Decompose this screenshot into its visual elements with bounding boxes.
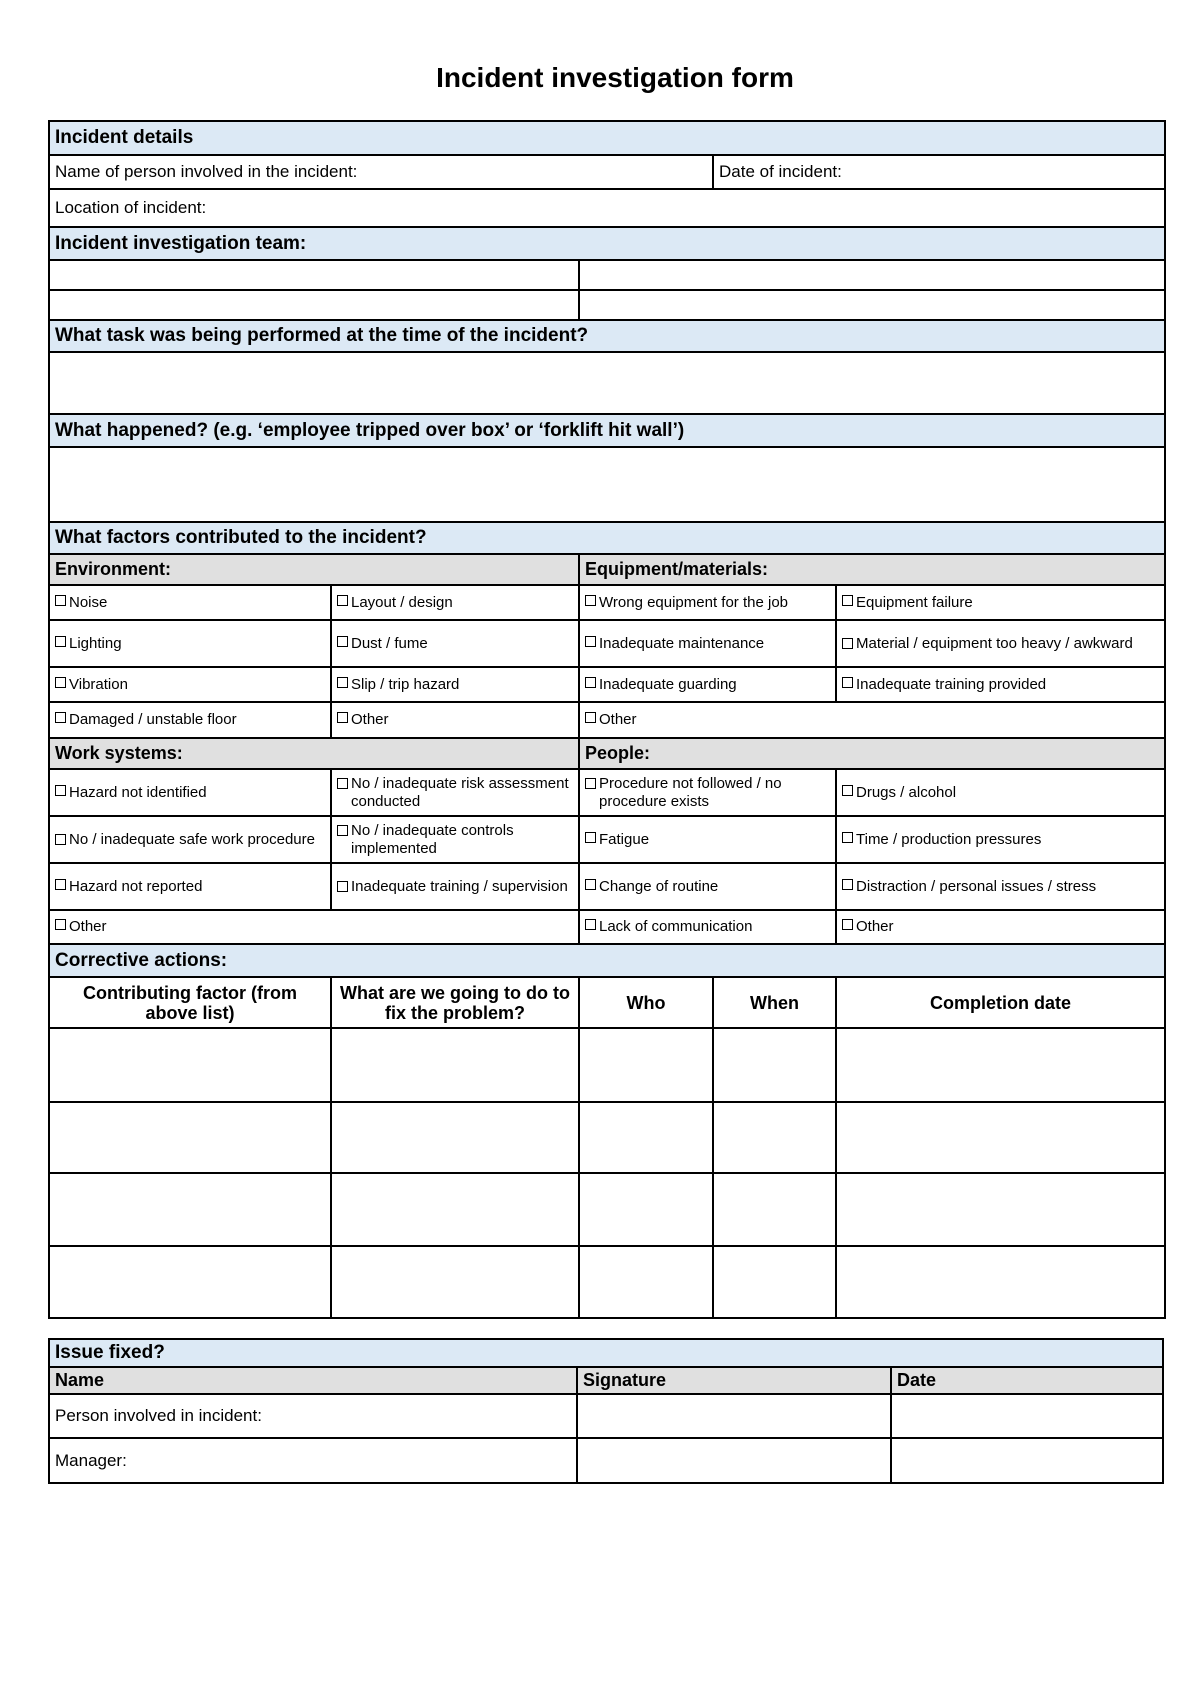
people-heading: People: bbox=[579, 738, 1165, 769]
name-field[interactable]: Name of person involved in the incident: bbox=[49, 155, 713, 189]
checkbox-inadequate-maintenance[interactable]: Inadequate maintenance bbox=[579, 620, 836, 667]
col-signature: Signature bbox=[577, 1367, 891, 1394]
checkbox-damaged-floor[interactable]: Damaged / unstable floor bbox=[49, 702, 331, 738]
action-cell[interactable] bbox=[579, 1246, 713, 1318]
team-member-field[interactable] bbox=[579, 290, 1165, 320]
checkbox-icon[interactable] bbox=[337, 677, 348, 688]
col-date: Date bbox=[891, 1367, 1163, 1394]
checkbox-icon[interactable] bbox=[585, 677, 596, 688]
checkbox-change-of-routine[interactable]: Change of routine bbox=[579, 863, 836, 910]
checkbox-controls-implemented[interactable]: No / inadequate controls implemented bbox=[331, 816, 579, 863]
signature-field[interactable] bbox=[577, 1438, 891, 1483]
checkbox-icon[interactable] bbox=[842, 879, 853, 890]
team-member-field[interactable] bbox=[49, 290, 579, 320]
checkbox-icon[interactable] bbox=[585, 832, 596, 843]
action-cell[interactable] bbox=[836, 1246, 1165, 1318]
date-field[interactable] bbox=[891, 1438, 1163, 1483]
checkbox-slip-trip[interactable]: Slip / trip hazard bbox=[331, 667, 579, 702]
equipment-heading: Equipment/materials: bbox=[579, 554, 1165, 585]
checkbox-training-supervision[interactable]: Inadequate training / supervision bbox=[331, 863, 579, 910]
col-who: Who bbox=[579, 977, 713, 1028]
checkbox-fatigue[interactable]: Fatigue bbox=[579, 816, 836, 863]
checkbox-environment-other[interactable]: Other bbox=[331, 702, 579, 738]
checkbox-inadequate-training-provided[interactable]: Inadequate training provided bbox=[836, 667, 1165, 702]
action-cell[interactable] bbox=[713, 1028, 836, 1102]
col-fix: What are we going to do to fix the problem? bbox=[331, 977, 579, 1028]
action-cell[interactable] bbox=[579, 1173, 713, 1246]
checkbox-hazard-not-identified[interactable]: Hazard not identified bbox=[49, 769, 331, 816]
incident-details-heading: Incident details bbox=[49, 121, 1165, 155]
action-cell[interactable] bbox=[331, 1173, 579, 1246]
checkbox-icon[interactable] bbox=[842, 638, 853, 649]
checkbox-distraction[interactable]: Distraction / personal issues / stress bbox=[836, 863, 1165, 910]
checkbox-material-heavy[interactable]: Material / equipment too heavy / awkward bbox=[836, 620, 1165, 667]
checkbox-icon[interactable] bbox=[337, 712, 348, 723]
checkbox-risk-assessment[interactable]: No / inadequate risk assessment conducted bbox=[331, 769, 579, 816]
checkbox-icon[interactable] bbox=[55, 712, 66, 723]
checkbox-icon[interactable] bbox=[55, 595, 66, 606]
environment-heading: Environment: bbox=[49, 554, 579, 585]
checkbox-wrong-equipment[interactable]: Wrong equipment for the job bbox=[579, 585, 836, 620]
checkbox-dust[interactable]: Dust / fume bbox=[331, 620, 579, 667]
checkbox-icon[interactable] bbox=[842, 595, 853, 606]
action-cell[interactable] bbox=[49, 1246, 331, 1318]
checkbox-drugs-alcohol[interactable]: Drugs / alcohol bbox=[836, 769, 1165, 816]
checkbox-icon[interactable] bbox=[842, 919, 853, 930]
issue-fixed-heading: Issue fixed? bbox=[49, 1339, 1163, 1367]
checkbox-lack-of-communication[interactable]: Lack of communication bbox=[579, 910, 836, 944]
checkbox-icon[interactable] bbox=[842, 832, 853, 843]
person-involved-label: Person involved in incident: bbox=[49, 1394, 577, 1438]
action-cell[interactable] bbox=[331, 1246, 579, 1318]
col-when: When bbox=[713, 977, 836, 1028]
manager-label: Manager: bbox=[49, 1438, 577, 1483]
date-field[interactable]: Date of incident: bbox=[713, 155, 1165, 189]
team-heading: Incident investigation team: bbox=[49, 227, 1165, 260]
happened-heading: What happened? (e.g. ‘employee tripped over box’ or ‘forklift hit wall’) bbox=[49, 414, 1165, 447]
checkbox-icon[interactable] bbox=[55, 785, 66, 796]
issue-fixed-table bbox=[48, 1338, 1164, 1484]
checkbox-equipment-other[interactable]: Other bbox=[579, 702, 1165, 738]
checkbox-icon[interactable] bbox=[55, 677, 66, 688]
checkbox-vibration[interactable]: Vibration bbox=[49, 667, 331, 702]
checkbox-icon[interactable] bbox=[585, 919, 596, 930]
action-cell[interactable] bbox=[713, 1102, 836, 1173]
checkbox-icon[interactable] bbox=[842, 677, 853, 688]
action-cell[interactable] bbox=[836, 1173, 1165, 1246]
checkbox-hazard-not-reported[interactable]: Hazard not reported bbox=[49, 863, 331, 910]
action-cell[interactable] bbox=[49, 1028, 331, 1102]
checkbox-icon[interactable] bbox=[337, 881, 348, 892]
investigation-table bbox=[48, 120, 1166, 1319]
checkbox-icon[interactable] bbox=[337, 636, 348, 647]
checkbox-icon[interactable] bbox=[55, 919, 66, 930]
team-member-field[interactable] bbox=[49, 260, 579, 290]
checkbox-icon[interactable] bbox=[55, 834, 66, 845]
checkbox-inadequate-guarding[interactable]: Inadequate guarding bbox=[579, 667, 836, 702]
happened-answer-field[interactable] bbox=[49, 447, 1165, 522]
action-cell[interactable] bbox=[713, 1173, 836, 1246]
checkbox-icon[interactable] bbox=[55, 879, 66, 890]
checkbox-icon[interactable] bbox=[585, 595, 596, 606]
action-cell[interactable] bbox=[49, 1102, 331, 1173]
checkbox-icon[interactable] bbox=[585, 778, 596, 789]
col-contributing-factor: Contributing factor (from above list) bbox=[49, 977, 331, 1028]
checkbox-equipment-failure[interactable]: Equipment failure bbox=[836, 585, 1165, 620]
col-completion-date: Completion date bbox=[836, 977, 1165, 1028]
action-cell[interactable] bbox=[331, 1028, 579, 1102]
task-heading: What task was being performed at the time of the incident? bbox=[49, 320, 1165, 352]
checkbox-layout[interactable]: Layout / design bbox=[331, 585, 579, 620]
checkbox-noise[interactable]: Noise bbox=[49, 585, 331, 620]
checkbox-people-other[interactable]: Other bbox=[836, 910, 1165, 944]
action-cell[interactable] bbox=[579, 1102, 713, 1173]
action-cell[interactable] bbox=[579, 1028, 713, 1102]
checkbox-procedure-not-followed[interactable]: Procedure not followed / no procedure exists bbox=[579, 769, 836, 816]
corrective-heading: Corrective actions: bbox=[49, 944, 1165, 977]
date-field[interactable] bbox=[891, 1394, 1163, 1438]
checkbox-icon[interactable] bbox=[585, 636, 596, 647]
action-cell[interactable] bbox=[836, 1102, 1165, 1173]
checkbox-work-systems-other[interactable]: Other bbox=[49, 910, 579, 944]
action-cell[interactable] bbox=[49, 1173, 331, 1246]
checkbox-icon[interactable] bbox=[842, 785, 853, 796]
checkbox-icon[interactable] bbox=[337, 825, 348, 836]
checkbox-icon[interactable] bbox=[55, 636, 66, 647]
team-member-field[interactable] bbox=[579, 260, 1165, 290]
checkbox-icon[interactable] bbox=[585, 879, 596, 890]
checkbox-time-pressures[interactable]: Time / production pressures bbox=[836, 816, 1165, 863]
signature-field[interactable] bbox=[577, 1394, 891, 1438]
checkbox-icon[interactable] bbox=[337, 595, 348, 606]
col-name: Name bbox=[49, 1367, 577, 1394]
checkbox-lighting[interactable]: Lighting bbox=[49, 620, 331, 667]
checkbox-icon[interactable] bbox=[337, 778, 348, 789]
action-cell[interactable] bbox=[331, 1102, 579, 1173]
checkbox-safe-work-procedure[interactable]: No / inadequate safe work procedure bbox=[49, 816, 331, 863]
task-answer-field[interactable] bbox=[49, 352, 1165, 414]
checkbox-icon[interactable] bbox=[585, 712, 596, 723]
work-systems-heading: Work systems: bbox=[49, 738, 579, 769]
action-cell[interactable] bbox=[713, 1246, 836, 1318]
action-cell[interactable] bbox=[836, 1028, 1165, 1102]
form-title: Incident investigation form bbox=[436, 62, 794, 93]
factors-heading: What factors contributed to the incident? bbox=[49, 522, 1165, 554]
location-field[interactable]: Location of incident: bbox=[49, 189, 1165, 227]
